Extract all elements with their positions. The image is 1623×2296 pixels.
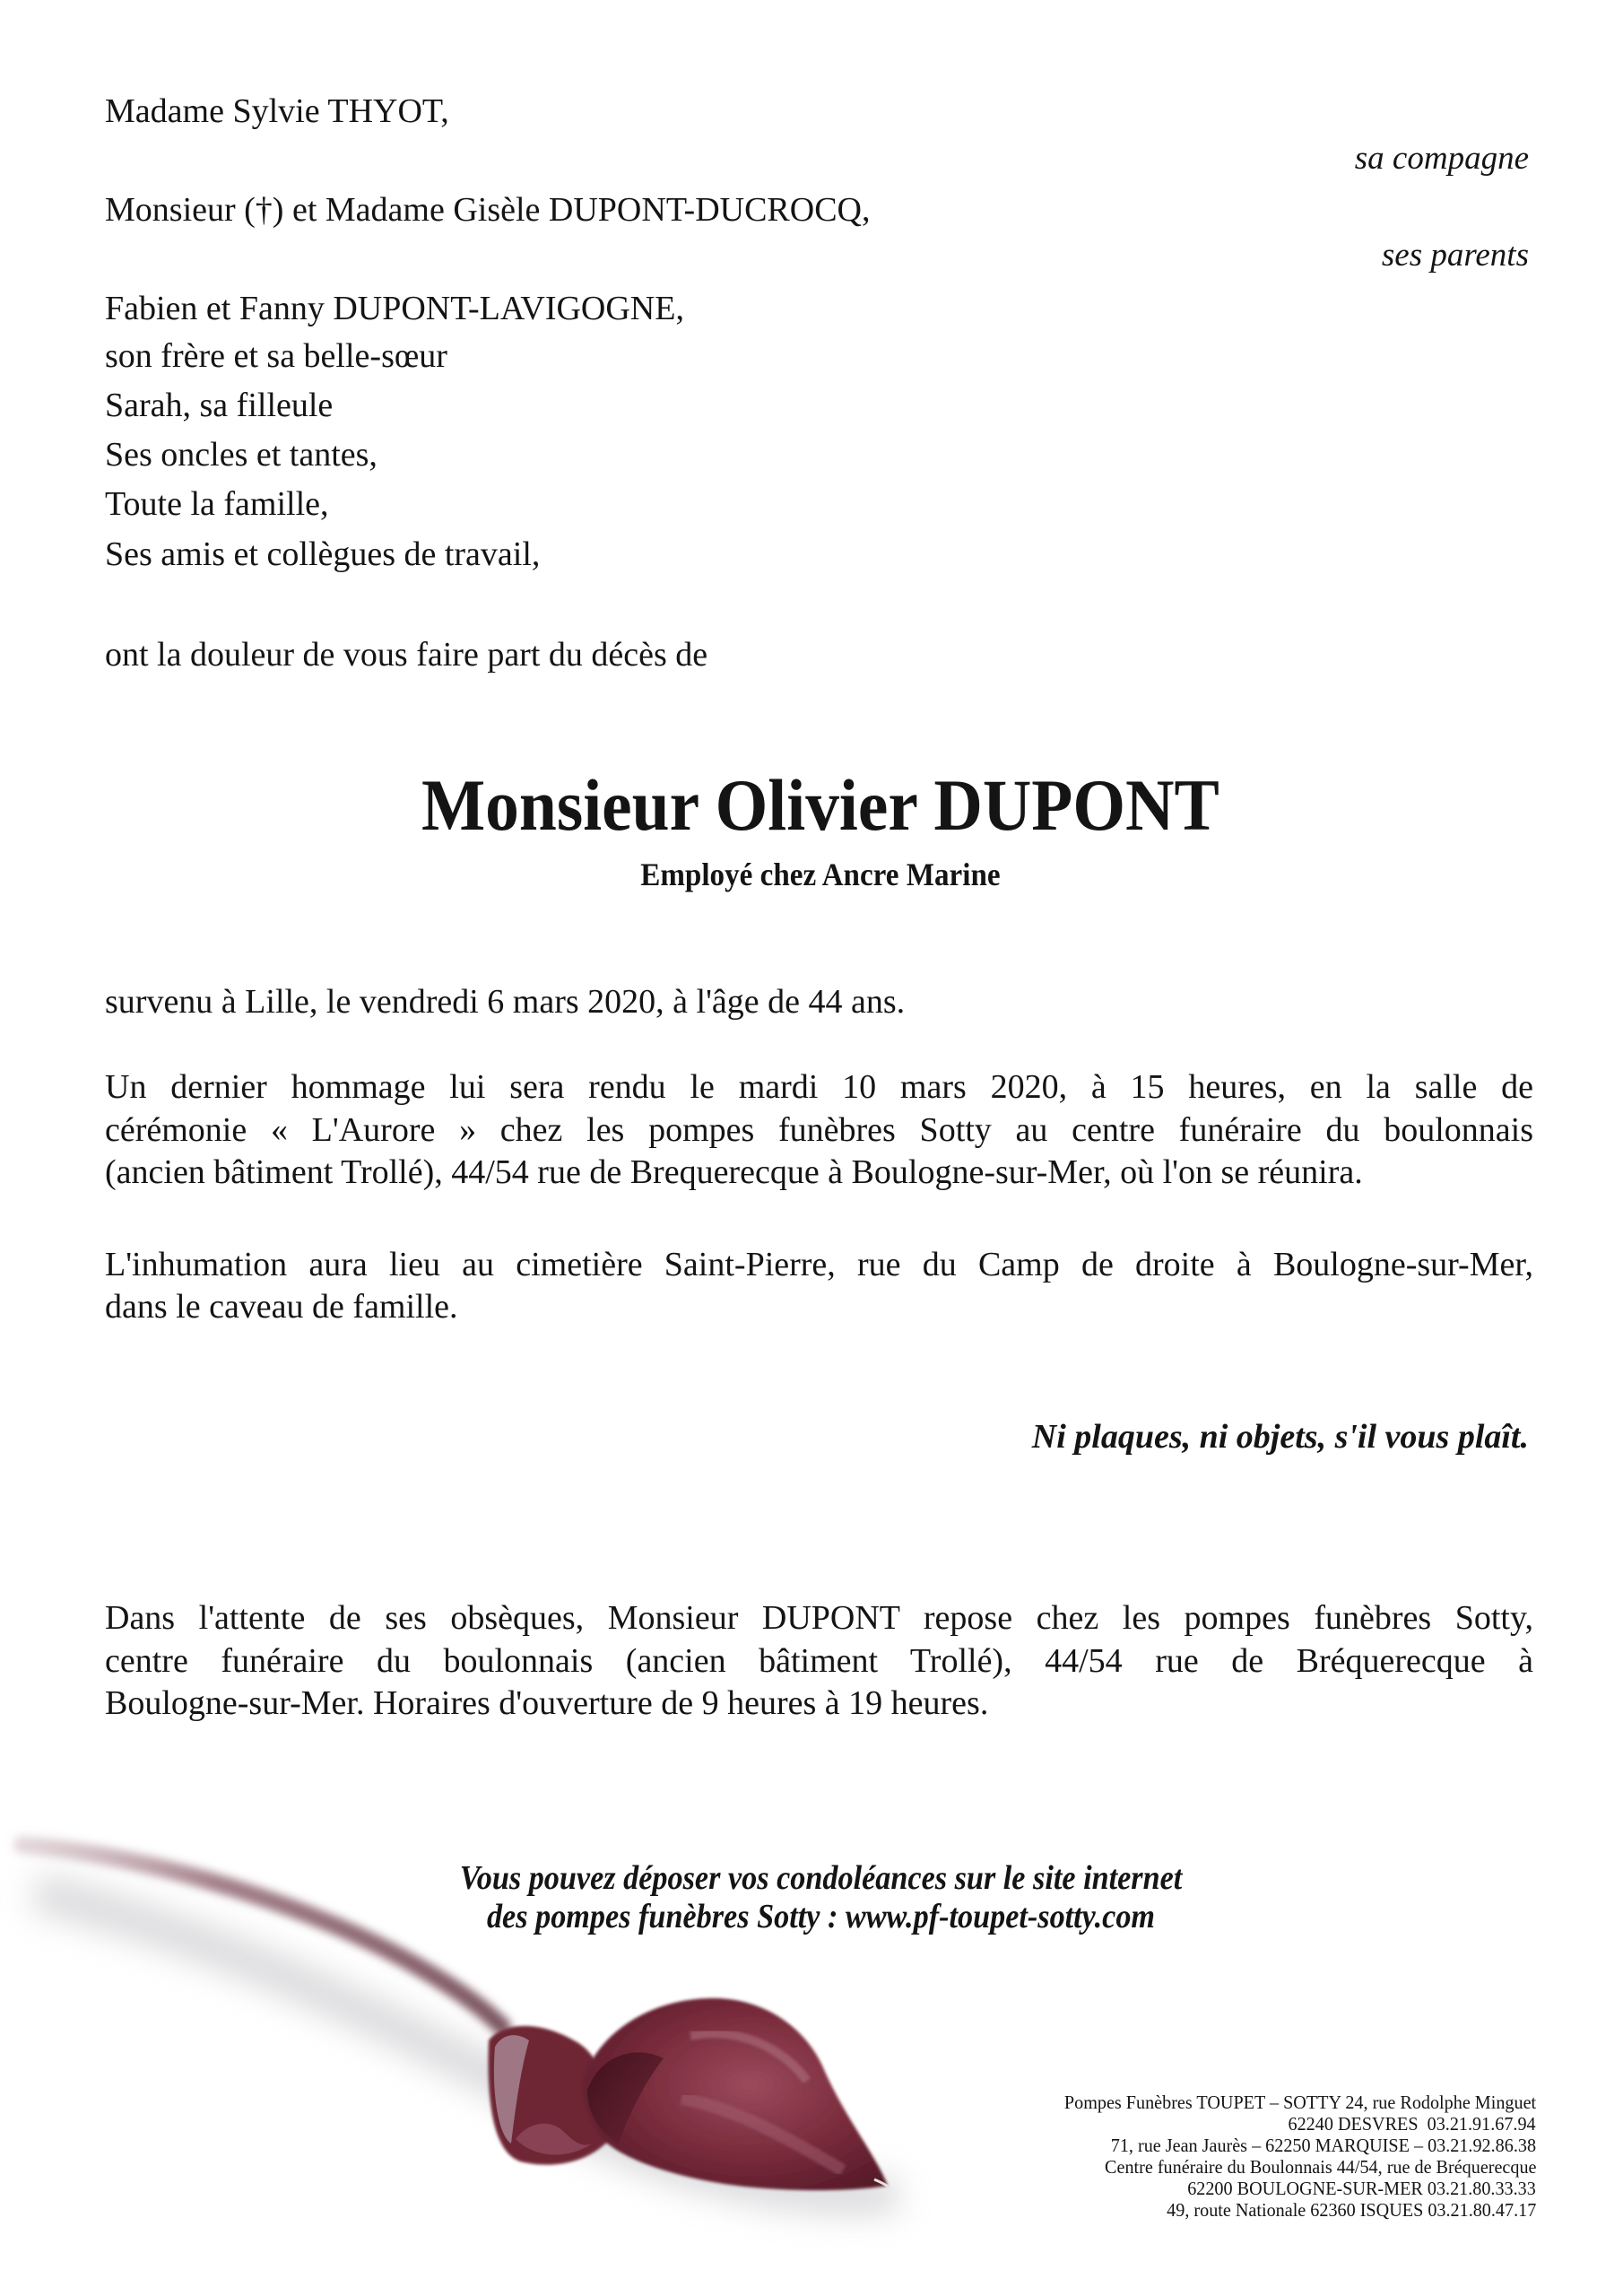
repose-line: Dans l'attente de ses obsèques, Monsieur DUPONT repose chez les pompes funèbres Sotty, xyxy=(105,1599,1533,1637)
deceased-name: Monsieur Olivier DUPONT xyxy=(421,764,1219,846)
footer-line: 71, rue Jean Jaurès – 62250 MARQUISE – 03.21.92.86.38 xyxy=(1110,2135,1536,2156)
ceremony-line: (ancien bâtiment Trollé), 44/54 rue de Brequerecque à Boulogne-sur-Mer, où l'on se réunira. xyxy=(105,1153,1363,1191)
deceased-occupation: Employé chez Ancre Marine xyxy=(640,857,1001,892)
footer-line: 62200 BOULOGNE-SUR-MER 03.21.80.33.33 xyxy=(1187,2178,1536,2199)
family-line-parents: Monsieur (†) et Madame Gisèle DUPONT-DUCROCQ, xyxy=(105,191,871,229)
relation-label-companion: sa compagne xyxy=(1354,140,1529,177)
ceremony-line: Un dernier hommage lui sera rendu le mardi 10 mars 2020, à 15 heures, en la salle de xyxy=(105,1068,1533,1106)
ceremony-line: cérémonie « L'Aurore » chez les pompes funèbres Sotty au centre funéraire du boulonnais xyxy=(105,1111,1533,1149)
repose-line: Boulogne-sur-Mer. Horaires d'ouverture de 9 heures à 19 heures. xyxy=(105,1684,989,1722)
family-line-siblings-relation: son frère et sa belle-sœur xyxy=(105,337,447,375)
condolences-website-line: des pompes funèbres Sotty : www.pf-toupet-sotty.com xyxy=(486,1898,1156,1935)
family-line-companion: Madame Sylvie THYOT, xyxy=(105,92,449,130)
burial-line: L'inhumation aura lieu au cimetière Saint-Pierre, rue du Camp de droite à Boulogne-sur-Mer, xyxy=(105,1246,1533,1283)
family-line-siblings: Fabien et Fanny DUPONT-LAVIGOGNE, xyxy=(105,290,684,327)
family-line-friends: Ses amis et collègues de travail, xyxy=(105,535,541,573)
burial-line: dans le caveau de famille. xyxy=(105,1288,458,1326)
footer-line: Centre funéraire du Boulonnais 44/54, rue de Bréquerecque xyxy=(1104,2156,1536,2178)
footer-line: 62240 DESVRES 03.21.91.67.94 xyxy=(1288,2113,1536,2135)
announcement-text: ont la douleur de vous faire part du décès de xyxy=(105,636,708,674)
footer-line: Pompes Funèbres TOUPET – SOTTY 24, rue Rodolphe Minguet xyxy=(1063,2092,1536,2113)
family-line-uncles-aunts: Ses oncles et tantes, xyxy=(105,436,378,474)
death-notice: survenu à Lille, le vendredi 6 mars 2020, à l'âge de 44 ans. xyxy=(105,983,906,1021)
calla-lily-image xyxy=(0,1785,942,2251)
footer-line: 49, route Nationale 62360 ISQUES 03.21.80.47.17 xyxy=(1166,2199,1536,2221)
no-flowers-request: Ni plaques, ni objets, s'il vous plaît. xyxy=(1031,1418,1529,1456)
condolences-line-1: Vous pouvez déposer vos condoléances sur le site internet xyxy=(459,1859,1183,1897)
family-line-whole-family: Toute la famille, xyxy=(105,485,329,523)
relation-label-parents: ses parents xyxy=(1381,237,1529,274)
family-line-goddaughter: Sarah, sa filleule xyxy=(105,387,334,424)
repose-line: centre funéraire du boulonnais (ancien bâtiment Trollé), 44/54 rue de Bréquerecque à xyxy=(105,1642,1533,1680)
